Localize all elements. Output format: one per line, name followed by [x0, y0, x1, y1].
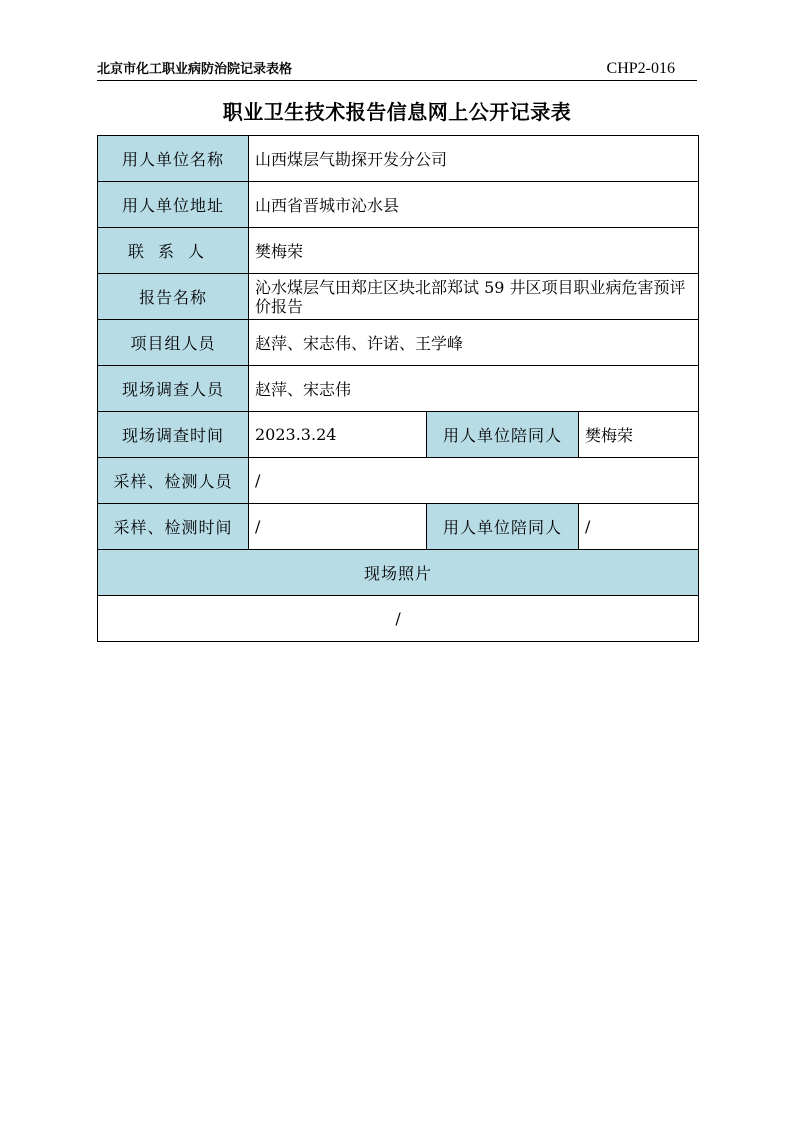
form-code: CHP2-016 [606, 60, 675, 77]
survey-staff-label: 现场调查人员 [98, 366, 249, 412]
sampling-companion-value: / [579, 504, 699, 550]
contact-value: 樊梅荣 [249, 228, 699, 274]
report-name-label: 报告名称 [98, 274, 249, 320]
row-contact [98, 228, 699, 274]
survey-time-value: 2023.3.24 [249, 412, 427, 458]
row-survey-staff [98, 366, 699, 412]
row-report-name [98, 274, 699, 320]
sampling-companion-label: 用人单位陪同人 [427, 504, 579, 550]
project-team-value: 赵萍、宋志伟、许诺、王学峰 [249, 320, 699, 366]
sampling-time-label: 采样、检测时间 [98, 504, 249, 550]
organization-name: 北京市化工职业病防治院记录表格 [97, 62, 293, 77]
employer-address-label: 用人单位地址 [98, 182, 249, 228]
row-photos-header [98, 550, 699, 596]
project-team-label: 项目组人员 [98, 320, 249, 366]
row-project-team [98, 320, 699, 366]
sampling-time-value: / [249, 504, 427, 550]
photos-section-label: 现场照片 [98, 550, 699, 596]
report-name-value: 沁水煤层气田郑庄区块北部郑试 59 井区项目职业病危害预评价报告 [249, 274, 699, 320]
row-employer-name [98, 136, 699, 182]
employer-name-label: 用人单位名称 [98, 136, 249, 182]
page-header [97, 58, 697, 81]
record-table [97, 135, 699, 642]
survey-staff-value: 赵萍、宋志伟 [249, 366, 699, 412]
contact-label: 联系人 [98, 228, 249, 274]
survey-companion-value: 樊梅荣 [579, 412, 699, 458]
photos-area: / [98, 596, 699, 642]
row-survey-time [98, 412, 699, 458]
row-sampling-staff [98, 458, 699, 504]
survey-companion-label: 用人单位陪同人 [427, 412, 579, 458]
sampling-staff-value: / [249, 458, 699, 504]
document-title: 职业卫生技术报告信息网上公开记录表 [222, 100, 572, 124]
employer-name-value: 山西煤层气勘探开发分公司 [249, 136, 699, 182]
row-employer-address [98, 182, 699, 228]
sampling-staff-label: 采样、检测人员 [98, 458, 249, 504]
row-sampling-time [98, 504, 699, 550]
survey-time-label: 现场调查时间 [98, 412, 249, 458]
row-photos-area [98, 596, 699, 642]
employer-address-value: 山西省晋城市沁水县 [249, 182, 699, 228]
